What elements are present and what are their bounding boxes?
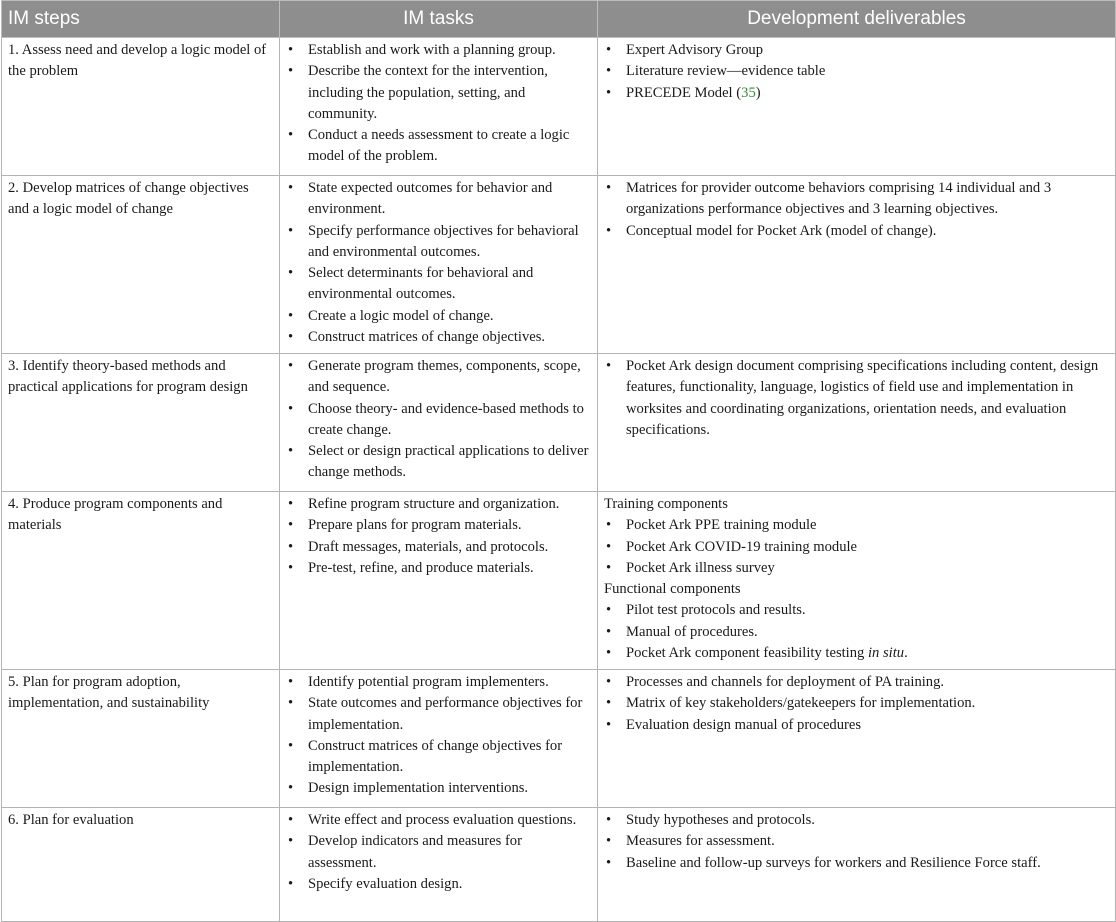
task-item: • Refine program structure and organization. (286, 494, 589, 515)
tasks-list (286, 672, 589, 800)
deliverable-text: Pocket Ark component feasibility testing (626, 645, 868, 662)
citation-link[interactable]: 35 (741, 84, 756, 101)
deliverable-text: ) (755, 84, 761, 101)
deliverable-item: • Pocket Ark COVID-19 training module (604, 537, 1107, 558)
task-item: • Construct matrices of change objectives. (286, 327, 589, 348)
functional-components-list (604, 600, 1107, 664)
table-row (2, 670, 1116, 808)
tasks-cell (280, 492, 598, 670)
deliverable-text: . (904, 645, 908, 662)
step-cell: 4. Produce program components and materials (2, 492, 280, 670)
task-item: • Select or design practical applications to deliver change methods. (286, 441, 589, 484)
table-row (2, 176, 1116, 354)
tasks-list (286, 810, 589, 895)
deliverable-item: • Matrix of key stakeholders/gatekeepers for implementation. (604, 693, 1107, 714)
deliverable-item: • Measures for assessment. (604, 831, 1107, 852)
task-item: • Construct matrices of change objectives for implementation. (286, 736, 589, 779)
header-row (2, 1, 1116, 38)
step-cell: 6. Plan for evaluation (2, 808, 280, 922)
deliverable-item: • Manual of procedures. (604, 622, 1107, 643)
deliverables-cell (598, 670, 1116, 808)
deliverables-cell (598, 354, 1116, 492)
task-item: • Specify evaluation design. (286, 874, 589, 895)
deliverable-item: • Pocket Ark PPE training module (604, 515, 1107, 536)
deliverables-list (604, 178, 1107, 242)
deliverable-item: • Pocket Ark illness survey (604, 558, 1107, 579)
tasks-cell (280, 176, 598, 354)
functional-components-heading: Functional components (604, 581, 741, 598)
deliverable-item: • Study hypotheses and protocols. (604, 810, 1107, 831)
tasks-cell (280, 38, 598, 176)
step-cell: 2. Develop matrices of change objectives and a logic model of change (2, 176, 280, 354)
table-row (2, 808, 1116, 922)
training-components-heading: Training components (604, 496, 728, 512)
task-item: • State expected outcomes for behavior and environment. (286, 178, 589, 221)
deliverable-item: • Baseline and follow-up surveys for workers and Resilience Force staff. (604, 853, 1107, 874)
deliverables-list (604, 356, 1107, 441)
step-cell: 1. Assess need and develop a logic model of the problem (2, 38, 280, 176)
tasks-list (286, 178, 589, 348)
deliverables-list (604, 40, 1107, 104)
step-cell: 5. Plan for program adoption, implementation, and sustainability (2, 670, 280, 808)
task-item: • Generate program themes, components, scope, and sequence. (286, 356, 589, 399)
deliverables-list (604, 672, 1107, 736)
deliverable-item: • Matrices for provider outcome behaviors comprising 14 individual and 3 organizations performance objectives and 3 learning objectives. (604, 178, 1107, 221)
deliverable-item: • Conceptual model for Pocket Ark (model of change). (604, 221, 1107, 242)
deliverable-text: PRECEDE Model ( (626, 84, 742, 101)
task-item: • Design implementation interventions. (286, 778, 589, 799)
task-item: • Prepare plans for program materials. (286, 515, 589, 536)
task-item: • Choose theory- and evidence-based methods to create change. (286, 399, 589, 442)
im-steps-table (1, 0, 1116, 922)
deliverable-item: • Evaluation design manual of procedures (604, 715, 1107, 736)
deliverable-item (604, 83, 1107, 104)
task-item: • Draft messages, materials, and protocols. (286, 537, 589, 558)
deliverable-item: • Pilot test protocols and results. (604, 600, 1107, 621)
tasks-cell (280, 354, 598, 492)
task-item: • Select determinants for behavioral and environmental outcomes. (286, 263, 589, 306)
tasks-cell (280, 670, 598, 808)
deliverable-item: • Processes and channels for deployment of PA training. (604, 672, 1107, 693)
tasks-cell (280, 808, 598, 922)
header-im-tasks: IM tasks (280, 1, 598, 38)
header-development-deliverables: Development deliverables (598, 1, 1116, 38)
deliverable-italic-text: in situ (867, 645, 905, 662)
table-header (2, 1, 1116, 38)
deliverable-item: • Expert Advisory Group (604, 40, 1107, 61)
tasks-list (286, 40, 589, 168)
table-row (2, 492, 1116, 670)
step-cell: 3. Identify theory-based methods and practical applications for program design (2, 354, 280, 492)
table-row (2, 38, 1116, 176)
task-item: • Describe the context for the intervention, including the population, setting, and community. (286, 61, 589, 125)
tasks-list (286, 494, 589, 579)
header-im-steps: IM steps (2, 1, 280, 38)
task-item: • Establish and work with a planning group. (286, 40, 589, 61)
task-item: • Specify performance objectives for behavioral and environmental outcomes. (286, 221, 589, 264)
task-item: • Create a logic model of change. (286, 306, 589, 327)
tasks-list (286, 356, 589, 484)
table-row (2, 354, 1116, 492)
task-item: • Develop indicators and measures for assessment. (286, 831, 589, 874)
task-item: • State outcomes and performance objectives for implementation. (286, 693, 589, 736)
deliverable-item: • Pocket Ark design document comprising specifications including content, design features, functionality, language, logistics of field use and implementation in worksites and coordinating organizations, orientation needs, and evaluation specifications. (604, 356, 1107, 441)
task-item: • Conduct a needs assessment to create a logic model of the problem. (286, 125, 589, 168)
deliverables-cell (598, 492, 1116, 670)
deliverables-list (604, 810, 1107, 874)
deliverables-cell (598, 176, 1116, 354)
deliverables-cell (598, 808, 1116, 922)
task-item: • Identify potential program implementers. (286, 672, 589, 693)
training-components-list (604, 515, 1107, 579)
task-item: • Write effect and process evaluation questions. (286, 810, 589, 831)
deliverables-cell (598, 38, 1116, 176)
deliverable-item (604, 643, 1107, 664)
deliverable-item: • Literature review—evidence table (604, 61, 1107, 82)
task-item: • Pre-test, refine, and produce materials. (286, 558, 589, 579)
